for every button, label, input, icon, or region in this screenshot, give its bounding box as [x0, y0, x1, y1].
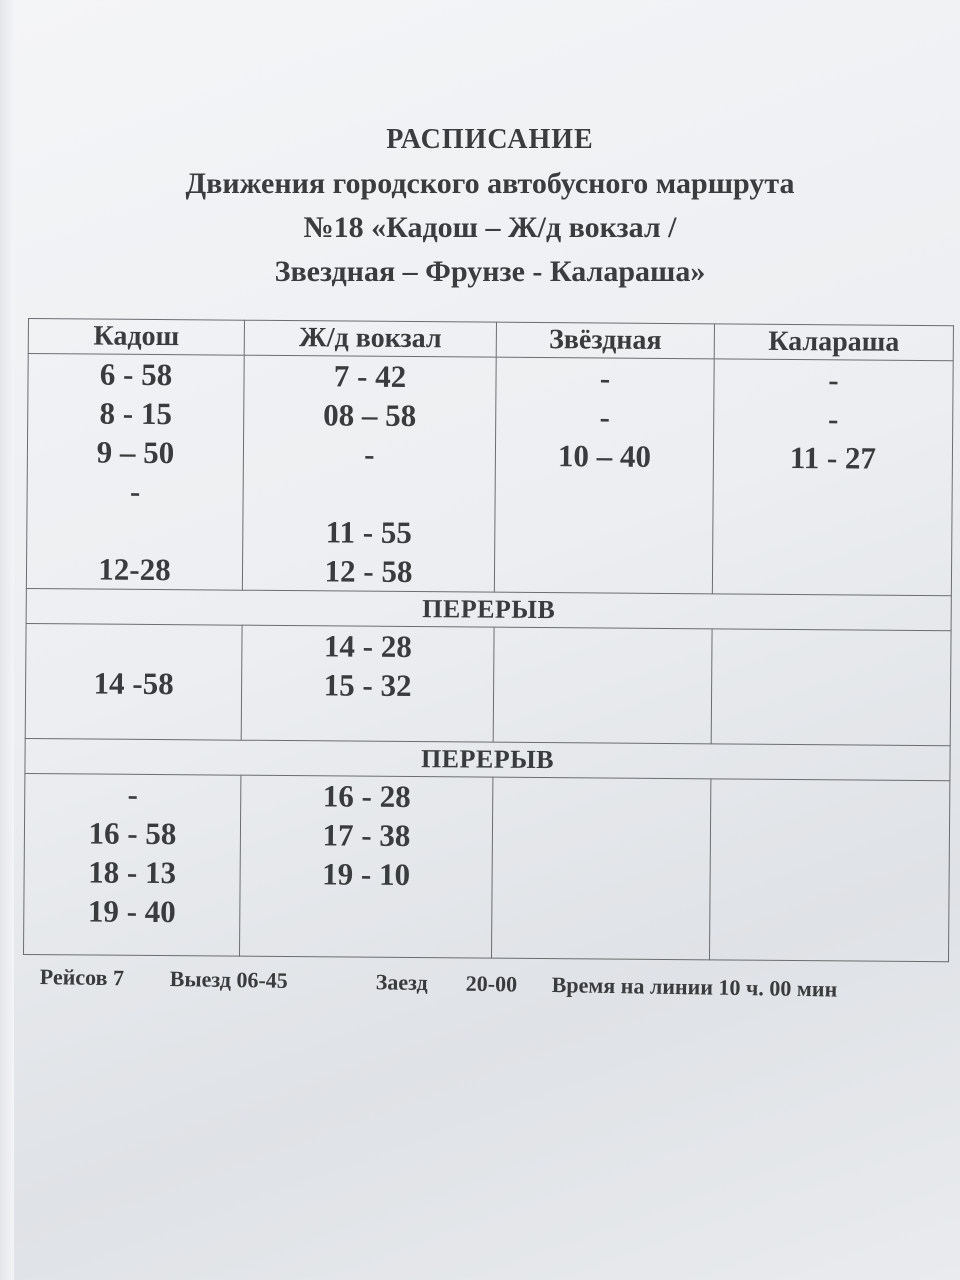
return-time: 20-00: [465, 970, 518, 997]
time-cell: 17 - 38: [322, 817, 411, 854]
vokzal-times-1: [242, 355, 496, 592]
zvezdnaya-empty-3: [491, 777, 710, 960]
header-kadosh: Кадош: [28, 319, 244, 356]
time-cell: 15 - 32: [323, 667, 412, 704]
time-cell: -: [129, 473, 141, 509]
time-cell: -: [828, 362, 839, 398]
schedule-sheet: [23, 318, 953, 965]
zvezdnaya-empty-2: [493, 627, 712, 744]
time-cell: -: [127, 776, 139, 812]
header-kalarasha: Калараша: [714, 324, 953, 361]
time-cell: 7 - 42: [333, 358, 407, 394]
time-cell: 9 – 50: [96, 434, 175, 471]
time-cell: 14 -58: [93, 665, 174, 702]
schedule-title: [0, 118, 960, 294]
time-on-line: Время на линии 10 ч. 00 мин: [551, 972, 838, 1002]
break-label-2: ПЕРЕРЫВ: [25, 738, 950, 780]
vokzal-times-3: [239, 775, 492, 958]
time-cell: 6 - 58: [99, 356, 173, 393]
schedule-block-2: [25, 623, 951, 745]
time-cell: 08 – 58: [323, 397, 417, 434]
kalarasha-empty-3: [709, 779, 949, 962]
time-cell: 8 - 15: [99, 395, 173, 432]
time-cell: 12-28: [98, 551, 171, 588]
time-cell: -: [827, 401, 839, 437]
time-cell: 18 - 13: [88, 854, 177, 891]
time-cell: [26, 624, 241, 665]
kadosh-times-1: [26, 354, 244, 591]
time-cell: 14 - 28: [323, 628, 412, 665]
schedule-block-1: [26, 354, 953, 596]
title-line-4: Звездная – Фрунзе - Калараша»: [274, 255, 706, 288]
zvezdnaya-times-1: [494, 357, 714, 594]
kadosh-times-3: [24, 773, 241, 956]
header-zvezdnaya: Звёздная: [496, 322, 714, 359]
vokzal-times-2: [241, 625, 494, 742]
kalarasha-times-1: [712, 359, 953, 596]
schedule-block-3: [24, 773, 950, 961]
time-cell: 16 - 58: [88, 815, 177, 852]
time-cell: 10 – 40: [557, 438, 652, 474]
time-cell: 11 - 55: [325, 514, 413, 551]
trips-count: Рейсов 7: [39, 964, 125, 991]
time-cell: -: [364, 436, 375, 472]
title-line-2: Движения городского автобусного маршрута: [185, 167, 795, 200]
time-cell: 12 - 58: [324, 553, 413, 590]
time-cell: [27, 510, 242, 551]
time-cell: 19 - 10: [322, 856, 411, 893]
time-cell: 19 - 40: [87, 893, 176, 930]
kalarasha-empty-2: [711, 629, 951, 746]
schedule-footer: [39, 964, 920, 1002]
time-cell: 16 - 28: [322, 778, 411, 815]
departure-time: Выезд 06-45: [169, 966, 288, 993]
return-label: Заезд: [375, 969, 428, 996]
title-line-1: РАСПИСАНИЕ: [386, 124, 594, 155]
title-line-3: №18 «Кадош – Ж/д вокзал /: [303, 211, 677, 244]
break-label-1: ПЕРЕРЫВ: [26, 588, 951, 630]
kadosh-times-2: [25, 623, 242, 740]
time-cell: -: [599, 399, 611, 435]
schedule-table: [23, 318, 954, 962]
header-vokzal: Ж/д вокзал: [244, 320, 496, 357]
time-cell: 11 - 27: [789, 439, 877, 476]
time-cell: -: [599, 360, 611, 396]
time-cell: [243, 473, 494, 514]
